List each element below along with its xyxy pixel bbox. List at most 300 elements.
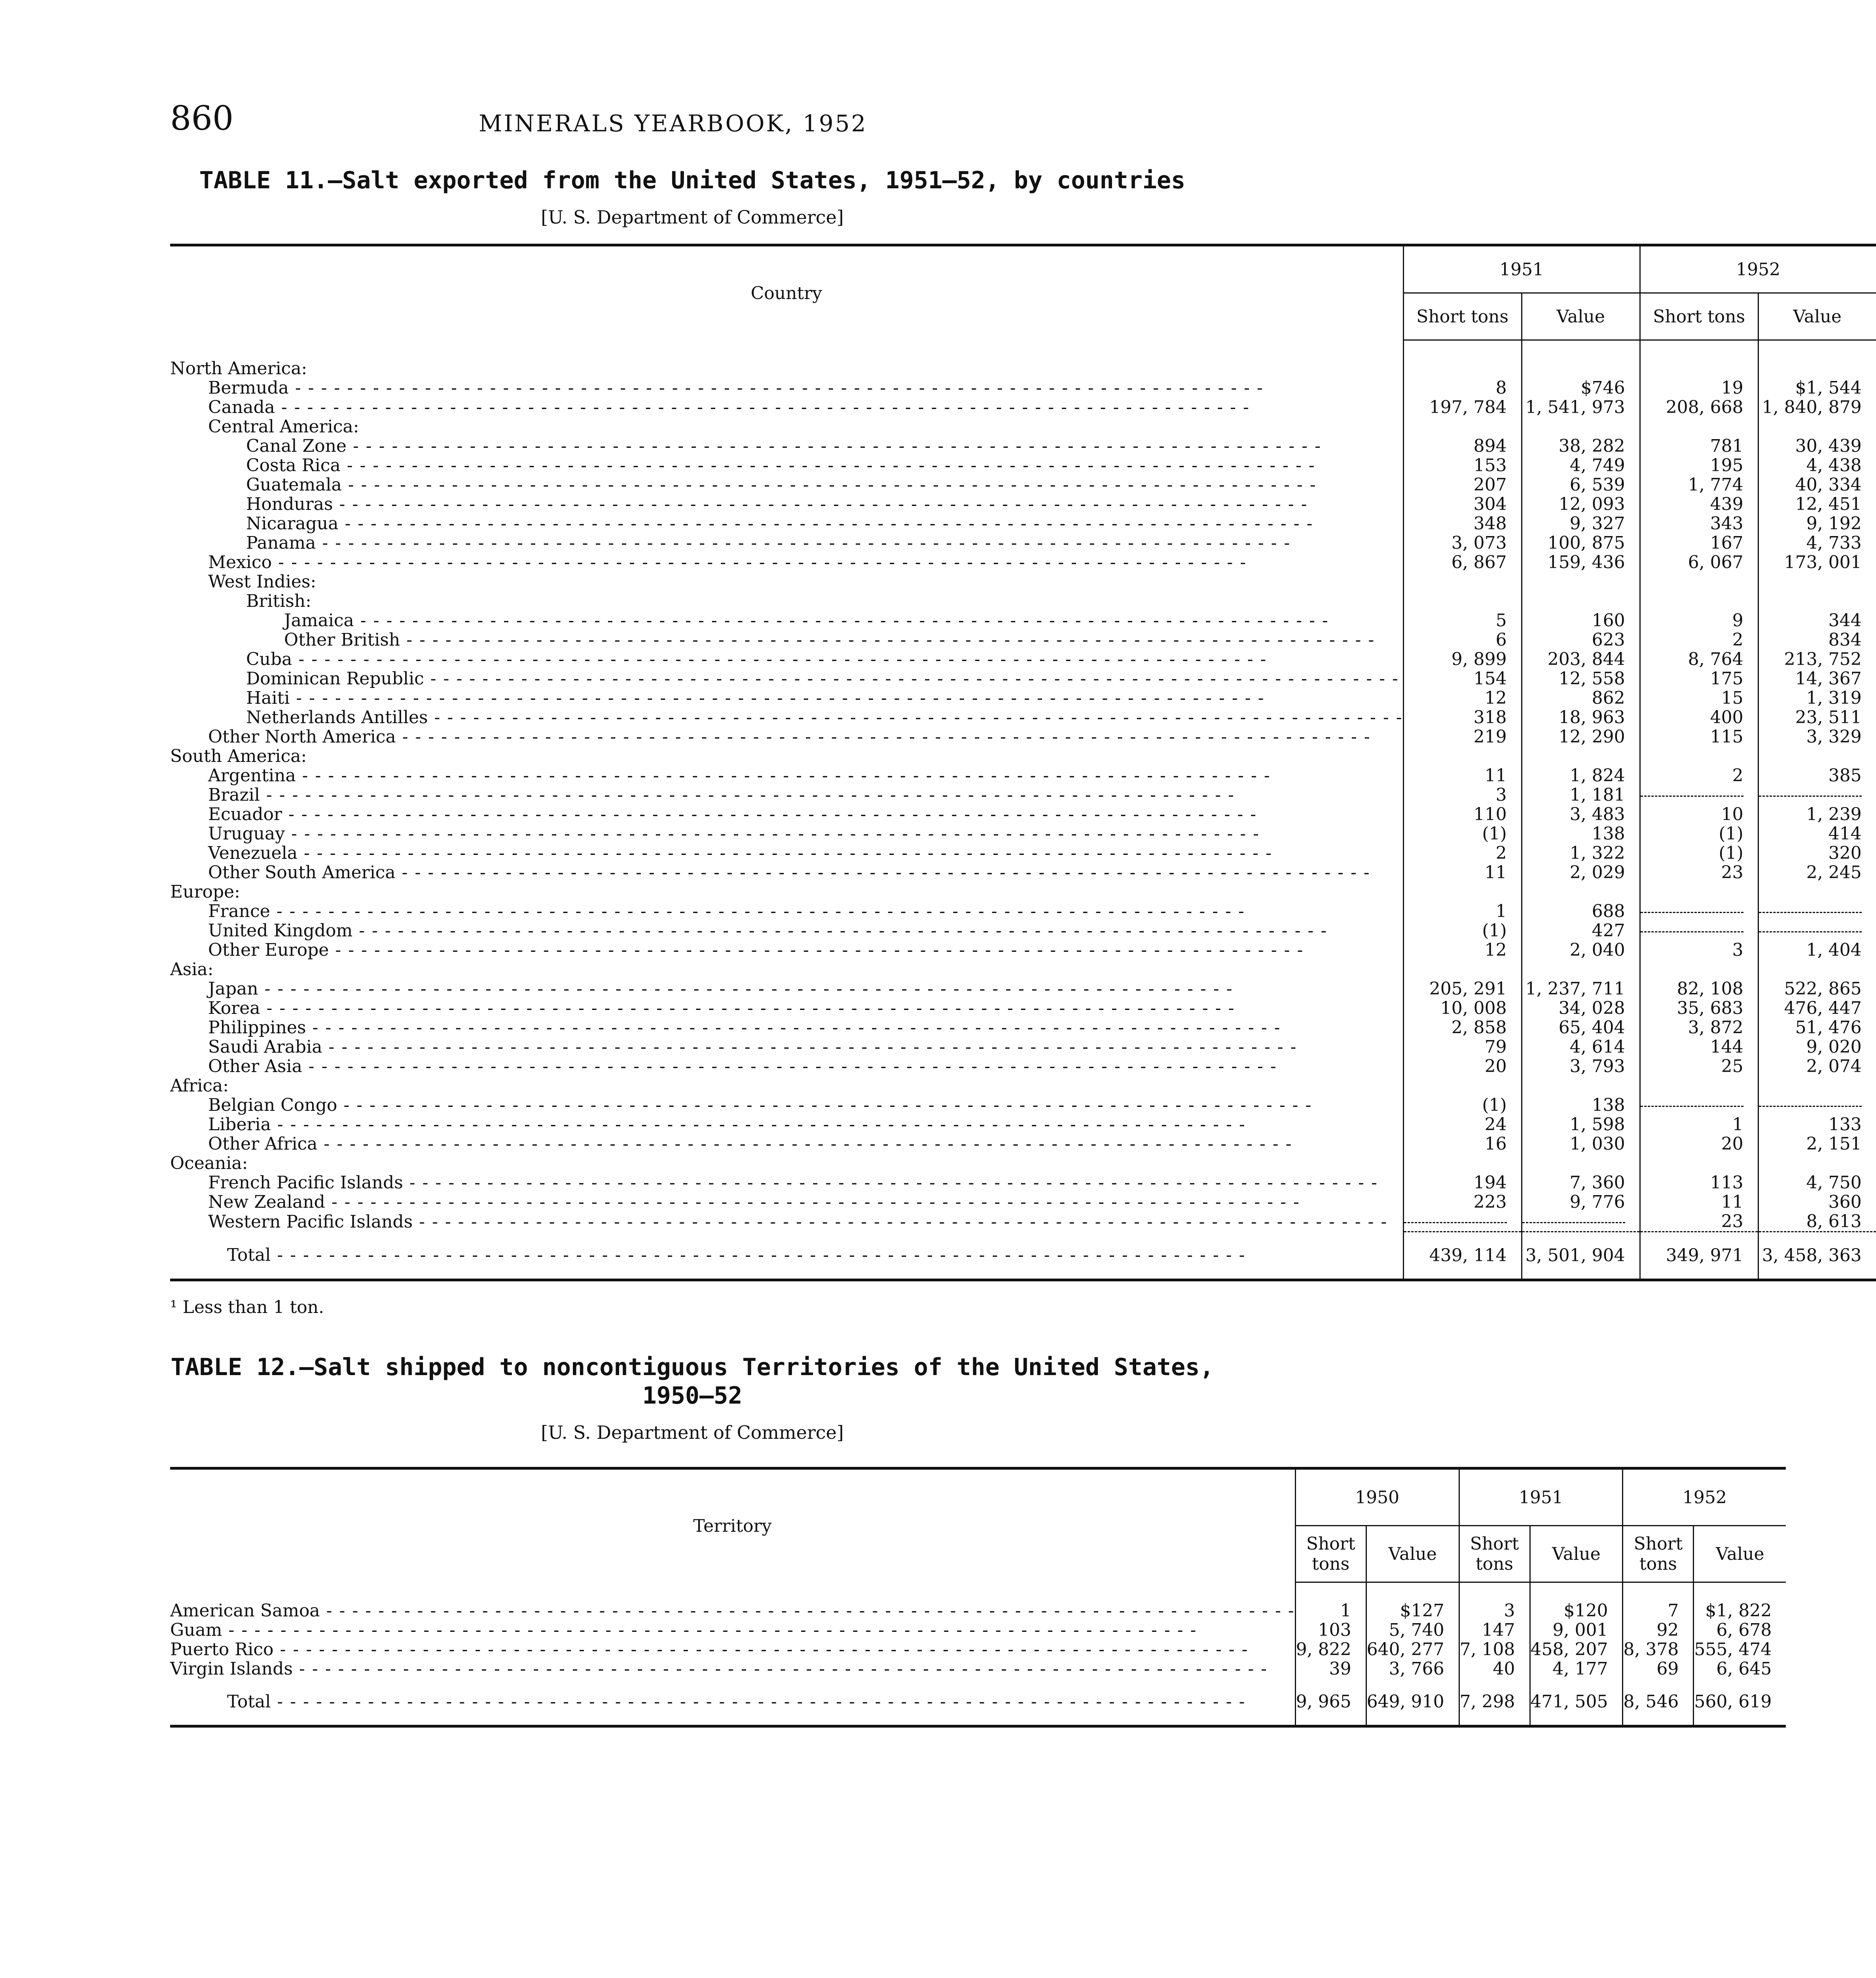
table-cell: 208, 668 <box>1640 398 1758 417</box>
col-header-year: 1951 <box>1403 245 1640 293</box>
table-cell <box>1640 572 1758 591</box>
dash-rule <box>1641 912 1743 913</box>
table-cell: 3, 329 <box>1758 727 1876 746</box>
row-label-text: Venezuela - - - <box>208 843 1272 863</box>
table-cell <box>1522 572 1640 591</box>
table-cell: 3, 073 <box>1403 533 1522 553</box>
table-row <box>170 727 1876 746</box>
table-row <box>170 805 1876 824</box>
row-label <box>170 572 1403 591</box>
row-label <box>170 611 1403 630</box>
table-cell: 38, 282 <box>1522 436 1640 456</box>
table-cell: 19 <box>1640 378 1758 398</box>
empty-cell <box>1758 785 1876 805</box>
table-cell: 213, 752 <box>1758 650 1876 669</box>
table-cell: 6 <box>1403 630 1522 650</box>
table-row <box>170 514 1876 533</box>
table-cell <box>1640 960 1758 979</box>
table-cell: 1, 824 <box>1522 766 1640 785</box>
table-group-row <box>170 591 1876 611</box>
row-label <box>170 417 1403 436</box>
table-cell <box>1403 960 1522 979</box>
document-page <box>170 99 1862 1728</box>
table-cell: 20 <box>1403 1057 1522 1076</box>
page-number: 860 <box>170 99 234 138</box>
table-row <box>170 456 1876 475</box>
table-cell: 82, 108 <box>1640 979 1758 998</box>
table-group-row <box>170 417 1876 436</box>
table-cell: 69 <box>1623 1659 1694 1679</box>
row-label <box>170 669 1403 688</box>
table-cell: 9, 776 <box>1522 1192 1640 1212</box>
row-label <box>170 1018 1403 1037</box>
table11-caption: TABLE 11.—Salt exported from the United States, 1951–52, by countries <box>199 167 1186 194</box>
table-cell <box>1758 882 1876 902</box>
col-header-short-tons: Short tons <box>1459 1526 1530 1582</box>
table-cell: 2 <box>1640 630 1758 650</box>
table-cell: 12, 290 <box>1522 727 1640 746</box>
table-cell: 318 <box>1403 708 1522 727</box>
row-label-text: Netherlands Antilles - - - <box>246 707 1403 728</box>
row-label <box>170 650 1403 669</box>
col-header-short-tons: Short tons <box>1403 293 1522 340</box>
table-row <box>170 1192 1876 1212</box>
table-cell: 2, 858 <box>1403 1018 1522 1037</box>
empty-cell <box>1403 1212 1522 1232</box>
row-label <box>170 766 1403 785</box>
table-cell: 173, 001 <box>1758 553 1876 572</box>
row-label-text: Oceania: <box>170 1153 248 1173</box>
col-header-short-tons: Short tons <box>1640 293 1758 340</box>
table-cell <box>1640 417 1758 436</box>
table-cell: 3, 766 <box>1366 1659 1459 1679</box>
table-cell: 4, 614 <box>1522 1037 1640 1057</box>
table-row <box>170 1057 1876 1076</box>
table-cell: 207 <box>1403 475 1522 494</box>
table-cell: 6, 645 <box>1694 1659 1786 1679</box>
row-label-text: Asia: <box>170 959 214 980</box>
table-row <box>170 611 1876 630</box>
table-row <box>170 1659 1786 1679</box>
table11-source: [U. S. Department of Commerce] <box>541 207 844 228</box>
table-cell: 113 <box>1640 1173 1758 1192</box>
table-cell: 2 <box>1640 766 1758 785</box>
table-cell: 5 <box>1403 611 1522 630</box>
col-header-value: Value <box>1758 293 1876 340</box>
table-row <box>170 1115 1876 1134</box>
table-cell: 1, 541, 973 <box>1522 398 1640 417</box>
table-cell: 8, 613 <box>1758 1212 1876 1232</box>
table-cell: 649, 910 <box>1366 1679 1459 1726</box>
table-cell: 65, 404 <box>1522 1018 1640 1037</box>
table-cell <box>1403 882 1522 902</box>
row-label <box>170 436 1403 456</box>
table-cell <box>1640 1076 1758 1095</box>
table-cell: 159, 436 <box>1522 553 1640 572</box>
empty-cell <box>1640 785 1758 805</box>
table-cell: 688 <box>1522 902 1640 921</box>
table-row <box>170 708 1876 727</box>
dash-rule <box>1759 796 1862 797</box>
table-cell: 1, 239 <box>1758 805 1876 824</box>
row-label <box>170 843 1403 863</box>
table-cell: 23 <box>1640 863 1758 882</box>
table-cell: 40 <box>1459 1659 1530 1679</box>
table11 <box>170 244 1876 1281</box>
table-cell: 223 <box>1403 1192 1522 1212</box>
row-label <box>170 1173 1403 1192</box>
row-label <box>170 630 1403 650</box>
table-row <box>170 902 1876 921</box>
table-cell: 439, 114 <box>1403 1232 1522 1280</box>
row-label <box>170 378 1403 398</box>
table-cell <box>1640 746 1758 766</box>
row-label-text: Liberia - - - <box>208 1114 1246 1135</box>
row-label <box>170 456 1403 475</box>
row-label <box>170 998 1403 1018</box>
table-cell: 175 <box>1640 669 1758 688</box>
row-label <box>170 1154 1403 1173</box>
table-cell: 23 <box>1640 1212 1758 1232</box>
table-cell <box>1758 1154 1876 1173</box>
table-cell <box>1758 359 1876 378</box>
table-row <box>170 475 1876 494</box>
table-cell: 5, 740 <box>1366 1620 1459 1640</box>
row-label-text: Africa: <box>170 1076 229 1096</box>
col-header-short-tons: Short tons <box>1295 1526 1366 1582</box>
table-row <box>170 398 1876 417</box>
row-label <box>170 475 1403 494</box>
table-cell: 1, 319 <box>1758 688 1876 708</box>
table-cell: 4, 177 <box>1530 1659 1623 1679</box>
row-label-text: West Indies: <box>208 572 316 592</box>
table-cell: 8, 764 <box>1640 650 1758 669</box>
row-label <box>170 940 1403 960</box>
table-cell: $746 <box>1522 378 1640 398</box>
dash-rule <box>1759 1106 1862 1107</box>
table12-caption-line: 1950–52 <box>642 1382 743 1410</box>
table-cell: (1) <box>1403 1095 1522 1115</box>
row-label <box>170 824 1403 843</box>
table-row <box>170 785 1876 805</box>
row-label-text: Philippines - - - <box>208 1017 1281 1038</box>
table-cell <box>1403 417 1522 436</box>
row-label-text: France - - - <box>208 901 1245 921</box>
total-row <box>170 1232 1876 1280</box>
table-cell: 2, 029 <box>1522 863 1640 882</box>
col-header-short-tons: Short tons <box>1623 1526 1694 1582</box>
table-cell: 7, 108 <box>1459 1640 1530 1659</box>
table-group-row <box>170 746 1876 766</box>
row-label <box>170 1076 1403 1095</box>
table-cell: 9, 327 <box>1522 514 1640 533</box>
table-cell: 1, 840, 879 <box>1758 398 1876 417</box>
table-cell: 138 <box>1522 824 1640 843</box>
table-row <box>170 1620 1786 1640</box>
table-cell: 197, 784 <box>1403 398 1522 417</box>
table-cell: 194 <box>1403 1173 1522 1192</box>
row-label <box>170 882 1403 902</box>
row-label <box>170 727 1403 746</box>
table-cell: 400 <box>1640 708 1758 727</box>
row-label-text: Dominican Republic - - - <box>246 669 1399 689</box>
row-label-text: Belgian Congo - - - <box>208 1095 1312 1115</box>
empty-cell <box>1758 902 1876 921</box>
table-cell: 12, 451 <box>1758 494 1876 514</box>
table-cell <box>1640 359 1758 378</box>
row-label-text: Total - - - <box>227 1245 1245 1265</box>
table-cell <box>1403 359 1522 378</box>
row-label-text: Honduras - - - <box>246 494 1308 514</box>
row-label <box>170 1659 1295 1679</box>
row-label-text: Western Pacific Islands - - - <box>208 1212 1387 1232</box>
row-label <box>170 1640 1295 1659</box>
table-cell: 2, 245 <box>1758 863 1876 882</box>
row-label <box>170 902 1403 921</box>
table-cell: 14, 367 <box>1758 669 1876 688</box>
table-row <box>170 1134 1876 1154</box>
table-cell: 1, 598 <box>1522 1115 1640 1134</box>
table-cell: 12, 093 <box>1522 494 1640 514</box>
table-cell: 427 <box>1522 921 1640 940</box>
table-row <box>170 1173 1876 1192</box>
table-row <box>170 1212 1876 1232</box>
table-cell: 10, 008 <box>1403 998 1522 1018</box>
table-cell <box>1640 882 1758 902</box>
row-label-text: Central America: <box>208 417 359 437</box>
table-cell: 219 <box>1403 727 1522 746</box>
table-cell: 8, 546 <box>1623 1679 1694 1726</box>
table-cell: 147 <box>1459 1620 1530 1640</box>
row-label-text: Cuba - - - <box>246 649 1267 669</box>
table-cell: 9, 020 <box>1758 1037 1876 1057</box>
row-label-text: Korea - - - <box>208 998 1235 1018</box>
table-row <box>170 1037 1876 1057</box>
col-header-value: Value <box>1694 1526 1786 1582</box>
table-cell: 167 <box>1640 533 1758 553</box>
table-cell: 12 <box>1403 940 1522 960</box>
table-cell: 385 <box>1758 766 1876 785</box>
table-cell <box>1758 746 1876 766</box>
table-cell: 344 <box>1758 611 1876 630</box>
row-label-text: Panama - - - <box>246 533 1290 553</box>
table-cell: 10 <box>1640 805 1758 824</box>
table-cell: 640, 277 <box>1366 1640 1459 1659</box>
row-label <box>170 921 1403 940</box>
col-header-value: Value <box>1366 1526 1459 1582</box>
table-cell: 471, 505 <box>1530 1679 1623 1726</box>
table12-source: [U. S. Department of Commerce] <box>541 1422 844 1443</box>
table-cell <box>1758 960 1876 979</box>
footnote: ¹ Less than 1 ton. <box>170 1297 324 1317</box>
row-label-text: Canal Zone - - - <box>246 436 1321 456</box>
table-cell <box>1403 1154 1522 1173</box>
dash-rule <box>1404 1222 1507 1223</box>
running-title: MINERALS YEARBOOK, 1952 <box>479 110 868 137</box>
table-cell <box>1758 572 1876 591</box>
row-label <box>170 398 1403 417</box>
row-label-text: South America: <box>170 746 307 766</box>
table-cell <box>1640 1154 1758 1173</box>
table-cell: 7 <box>1623 1601 1694 1620</box>
table-cell: $1, 822 <box>1694 1601 1786 1620</box>
table-cell: 6, 067 <box>1640 553 1758 572</box>
table-cell: 555, 474 <box>1694 1640 1786 1659</box>
empty-cell <box>1758 921 1876 940</box>
row-label-text: Jamaica - - - <box>284 610 1329 631</box>
table-cell <box>1522 1154 1640 1173</box>
table-cell: 8 <box>1403 378 1522 398</box>
row-label-text: Saudi Arabia - - - <box>208 1037 1297 1057</box>
col-header-year: 1951 <box>1459 1468 1623 1526</box>
table-cell: 9, 192 <box>1758 514 1876 533</box>
table-group-row <box>170 1154 1876 1173</box>
table-cell: 1, 322 <box>1522 843 1640 863</box>
table-row <box>170 378 1876 398</box>
table-cell: 12, 558 <box>1522 669 1640 688</box>
table-cell: 2 <box>1403 843 1522 863</box>
table-group-row <box>170 882 1876 902</box>
table-cell: 79 <box>1403 1037 1522 1057</box>
table-cell: $127 <box>1366 1601 1459 1620</box>
dash-rule <box>1759 912 1862 913</box>
row-label-text: Europe: <box>170 882 241 902</box>
table-cell: 458, 207 <box>1530 1640 1623 1659</box>
row-label <box>170 688 1403 708</box>
table-row <box>170 998 1876 1018</box>
table-row <box>170 921 1876 940</box>
table-row <box>170 688 1876 708</box>
table-cell: 1 <box>1295 1601 1366 1620</box>
table-cell: 144 <box>1640 1037 1758 1057</box>
table-cell: 100, 875 <box>1522 533 1640 553</box>
table-group-row <box>170 1076 1876 1095</box>
table-cell: (1) <box>1640 843 1758 863</box>
dash-rule <box>1641 796 1743 797</box>
row-label-text: Other South America - - - <box>208 862 1370 883</box>
table-cell: 781 <box>1640 436 1758 456</box>
row-label-text: Brazil - - - <box>208 785 1235 805</box>
row-label-text: Guam - - - <box>170 1620 1197 1640</box>
row-label <box>170 785 1403 805</box>
table-cell <box>1522 1076 1640 1095</box>
row-label-text: Other British - - - <box>284 630 1375 650</box>
row-label <box>170 359 1403 378</box>
row-label-text: New Zealand - - - <box>208 1192 1300 1212</box>
table-cell <box>1403 746 1522 766</box>
row-label-text: Argentina - - - <box>208 765 1271 786</box>
table-cell: 133 <box>1758 1115 1876 1134</box>
table-row <box>170 1640 1786 1659</box>
row-label <box>170 746 1403 766</box>
row-label-text: Uruguay - - - <box>208 824 1260 844</box>
table-cell <box>1403 572 1522 591</box>
table-cell: 3, 793 <box>1522 1057 1640 1076</box>
row-label-text: Canada - - - <box>208 397 1250 417</box>
row-label <box>170 960 1403 979</box>
table-cell: 3, 501, 904 <box>1522 1232 1640 1280</box>
row-label <box>170 1095 1403 1115</box>
table-cell: 12 <box>1403 688 1522 708</box>
table-cell <box>1758 1076 1876 1095</box>
row-label-text: Other Africa - - - <box>208 1134 1292 1154</box>
dash-rule <box>1522 1222 1625 1223</box>
table-cell: 4, 750 <box>1758 1173 1876 1192</box>
table-cell: 476, 447 <box>1758 998 1876 1018</box>
empty-cell <box>1522 1212 1640 1232</box>
table-cell: 9, 822 <box>1295 1640 1366 1659</box>
col-header-value: Value <box>1522 293 1640 340</box>
table-cell: 2, 040 <box>1522 940 1640 960</box>
table-cell: 24 <box>1403 1115 1522 1134</box>
table-cell: 343 <box>1640 514 1758 533</box>
table-cell: 1 <box>1640 1115 1758 1134</box>
table-row <box>170 669 1876 688</box>
row-label <box>170 514 1403 533</box>
table-row <box>170 630 1876 650</box>
table-cell: 40, 334 <box>1758 475 1876 494</box>
row-label <box>170 494 1403 514</box>
table-cell: 349, 971 <box>1640 1232 1758 1280</box>
dash-rule <box>1641 1106 1743 1107</box>
table-row <box>170 940 1876 960</box>
table-cell: 2, 151 <box>1758 1134 1876 1154</box>
row-label <box>170 591 1403 611</box>
table-cell: 1, 404 <box>1758 940 1876 960</box>
table-cell: 15 <box>1640 688 1758 708</box>
table-cell: 439 <box>1640 494 1758 514</box>
row-label-text: Other Asia - - - <box>208 1056 1277 1076</box>
table-cell: $1, 544 <box>1758 378 1876 398</box>
table-cell: 304 <box>1403 494 1522 514</box>
row-label <box>170 1037 1403 1057</box>
table-cell: 4, 733 <box>1758 533 1876 553</box>
table-cell <box>1640 591 1758 611</box>
table-cell <box>1758 591 1876 611</box>
col-header-territory: Territory <box>693 1516 772 1536</box>
table-cell: 862 <box>1522 688 1640 708</box>
table-cell: 92 <box>1623 1620 1694 1640</box>
table-cell: 195 <box>1640 456 1758 475</box>
table-cell: 1 <box>1403 902 1522 921</box>
table-cell <box>1522 882 1640 902</box>
table-cell: 34, 028 <box>1522 998 1640 1018</box>
row-label <box>170 979 1403 998</box>
table-cell: 110 <box>1403 805 1522 824</box>
table-cell: 3, 458, 363 <box>1758 1232 1876 1280</box>
table-cell: 51, 476 <box>1758 1018 1876 1037</box>
row-label <box>170 1134 1403 1154</box>
row-label <box>170 805 1403 824</box>
row-label-text: British: <box>246 591 311 611</box>
row-label <box>170 1232 1403 1280</box>
row-label-text: North America: <box>170 358 307 379</box>
table-cell: 9, 965 <box>1295 1679 1366 1726</box>
table-cell: 3 <box>1403 785 1522 805</box>
table-row <box>170 553 1876 572</box>
table-cell <box>1522 591 1640 611</box>
table12-caption <box>170 1353 1215 1410</box>
row-label-text: Mexico - - - <box>208 552 1247 572</box>
table-cell: 2, 074 <box>1758 1057 1876 1076</box>
dash-rule <box>1641 931 1743 932</box>
row-label <box>170 1620 1295 1640</box>
table-cell: (1) <box>1640 824 1758 843</box>
table-cell: 30, 439 <box>1758 436 1876 456</box>
table-cell: 154 <box>1403 669 1522 688</box>
table-row <box>170 1601 1786 1620</box>
table-cell: 35, 683 <box>1640 998 1758 1018</box>
